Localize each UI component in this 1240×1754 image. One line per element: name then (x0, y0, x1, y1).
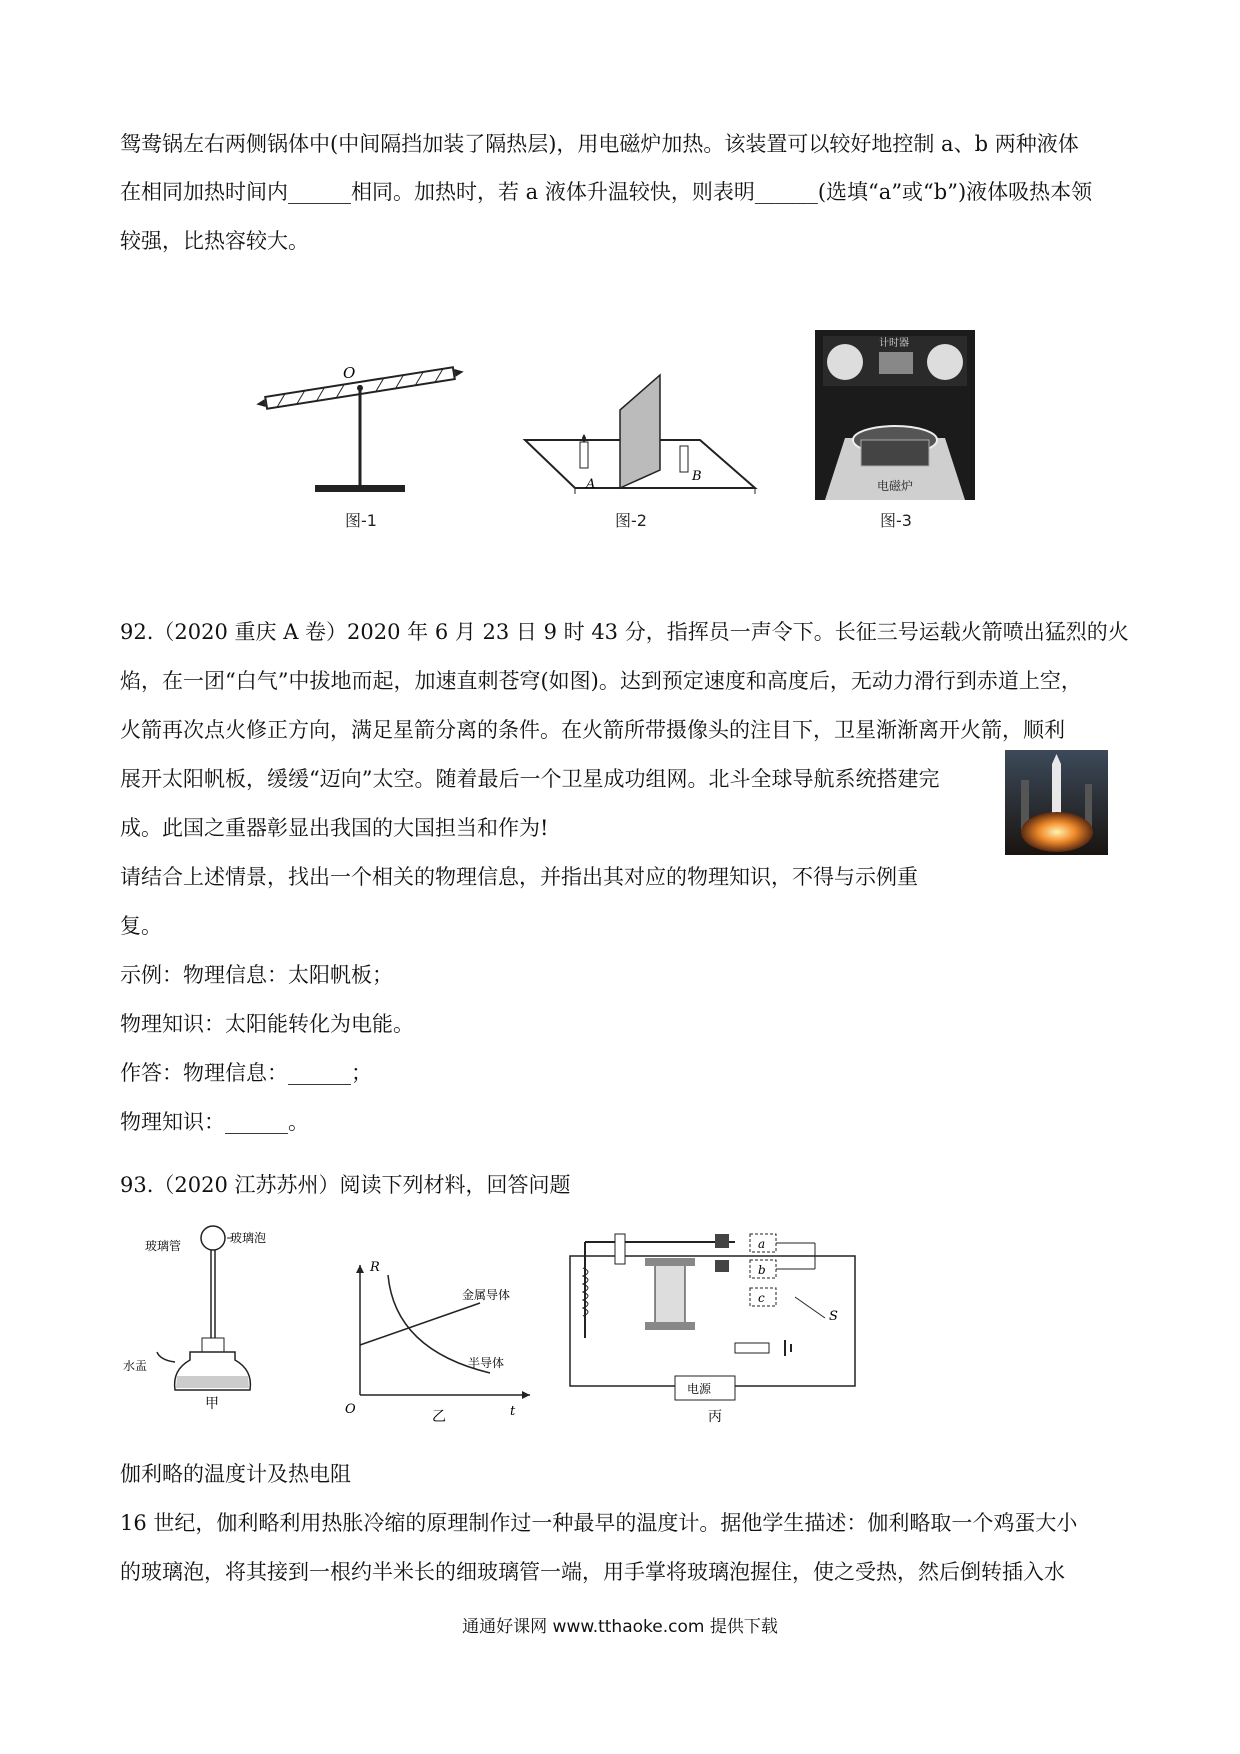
q91-line-3: 较强，比热容较大。 (120, 229, 309, 253)
figure-yi-metal-label: 金属导体 (462, 1288, 511, 1302)
figure-2-label-b: B (692, 469, 702, 484)
figure-bing-relay-circuit (565, 1228, 875, 1428)
figure-bing-power-source: 电源 (687, 1382, 712, 1396)
q93-line-1: 93.（2020 江苏苏州）阅读下列材料，回答问题 (120, 1173, 571, 1197)
figure-2-plane-mirror (520, 370, 760, 495)
q91-line-1: 鸳鸯锅左右两侧锅体中(中间隔挡加装了隔热层)，用电磁炉加热。该装置可以较好地控制 a、b 两种液体 (120, 132, 1079, 156)
figure-3-caption: 图-3 (880, 511, 912, 530)
q92-example-info: 示例：物理信息：太阳帆板； (120, 963, 393, 987)
q92-line-2: 焰，在一团“白气”中拔地而起，加速直刺苍穹(如图)。达到预定速度和高度后，无动力滑行到赤道上空， (120, 669, 1082, 693)
figure-bing-box-c: c (758, 1291, 765, 1305)
q92-line-5: 成。此国之重器彰显出我国的大国担当和作为! (120, 816, 549, 840)
figure-jia-bulb-label: 玻璃泡 (230, 1231, 267, 1245)
figure-1-caption: 图-1 (345, 511, 377, 530)
q93-paragraph-line-2: 的玻璃泡，将其接到一根约半米长的细玻璃管一端，用手掌将玻璃泡握住，使之受热，然后倒转插入水 (120, 1560, 1065, 1584)
q92-answer-info: 作答：物理信息：______； (120, 1061, 372, 1085)
figure-yi-origin: O (345, 1402, 356, 1417)
figure-yi-semiconductor-label: 半导体 (468, 1356, 505, 1370)
figure-1-pivot-label: O (343, 364, 356, 382)
q92-line-1: 92.（2020 重庆 A 卷）2020 年 6 月 23 日 9 时 43 分，指挥员一声令下。长征三号运载火箭喷出猛烈的火 (120, 620, 1129, 644)
q92-line-6: 请结合上述情景，找出一个相关的物理信息，并指出其对应的物理知识，不得与示例重 (120, 865, 918, 889)
figure-yi-r-axis: R (370, 1260, 380, 1275)
q92-example-knowledge: 物理知识：太阳能转化为电能。 (120, 1012, 414, 1036)
page-footer: 通通好课网 www.tthaoke.com 提供下载 (462, 1617, 778, 1637)
figure-bing-switch-s: S (829, 1309, 838, 1324)
figure-3-photo (815, 330, 975, 500)
figure-2-label-a: A (586, 477, 596, 492)
q92-line-4: 展开太阳帆板，缓缓“迈向”太空。随着最后一个卫星成功组网。北斗全球导航系统搭建完 (120, 767, 940, 791)
q93-paragraph-line-1: 16 世纪，伽利略利用热胀冷缩的原理制作过一种最早的温度计。据他学生描述：伽利略取一个鸡蛋大小 (120, 1511, 1078, 1535)
q91-line-2: 在相同加热时间内______相同。加热时，若 a 液体升温较快，则表明______(选填“a”或“b”)液体吸热本领 (120, 180, 1093, 204)
figure-jia-tube-label: 玻璃管 (145, 1239, 182, 1253)
q93-subtitle: 伽利略的温度计及热电阻 (120, 1462, 351, 1486)
figure-3-cooker-label: 电磁炉 (877, 479, 914, 493)
figure-yi-resistance-graph (340, 1255, 540, 1425)
figure-2-caption: 图-2 (615, 511, 647, 530)
figure-yi-caption: 乙 (432, 1409, 446, 1425)
figure-3-timer-label: 计时器 (879, 338, 909, 349)
q92-line-7: 复。 (120, 914, 162, 938)
figure-bing-box-b: b (758, 1263, 766, 1277)
figure-jia-caption: 甲 (205, 1396, 219, 1412)
rocket-launch-photo (1005, 750, 1108, 855)
figure-yi-t-axis: t (510, 1404, 516, 1419)
figure-jia-galileo-thermometer (123, 1220, 305, 1412)
figure-jia-water-label: 水盂 (123, 1359, 148, 1373)
q92-answer-knowledge: 物理知识：______。 (120, 1110, 309, 1134)
figure-1-lever (250, 360, 470, 505)
figure-bing-caption: 丙 (708, 1409, 722, 1425)
figure-bing-box-a: a (758, 1237, 766, 1251)
q92-line-3: 火箭再次点火修正方向，满足星箭分离的条件。在火箭所带摄像头的注目下，卫星渐渐离开火箭，顺利 (120, 718, 1065, 742)
